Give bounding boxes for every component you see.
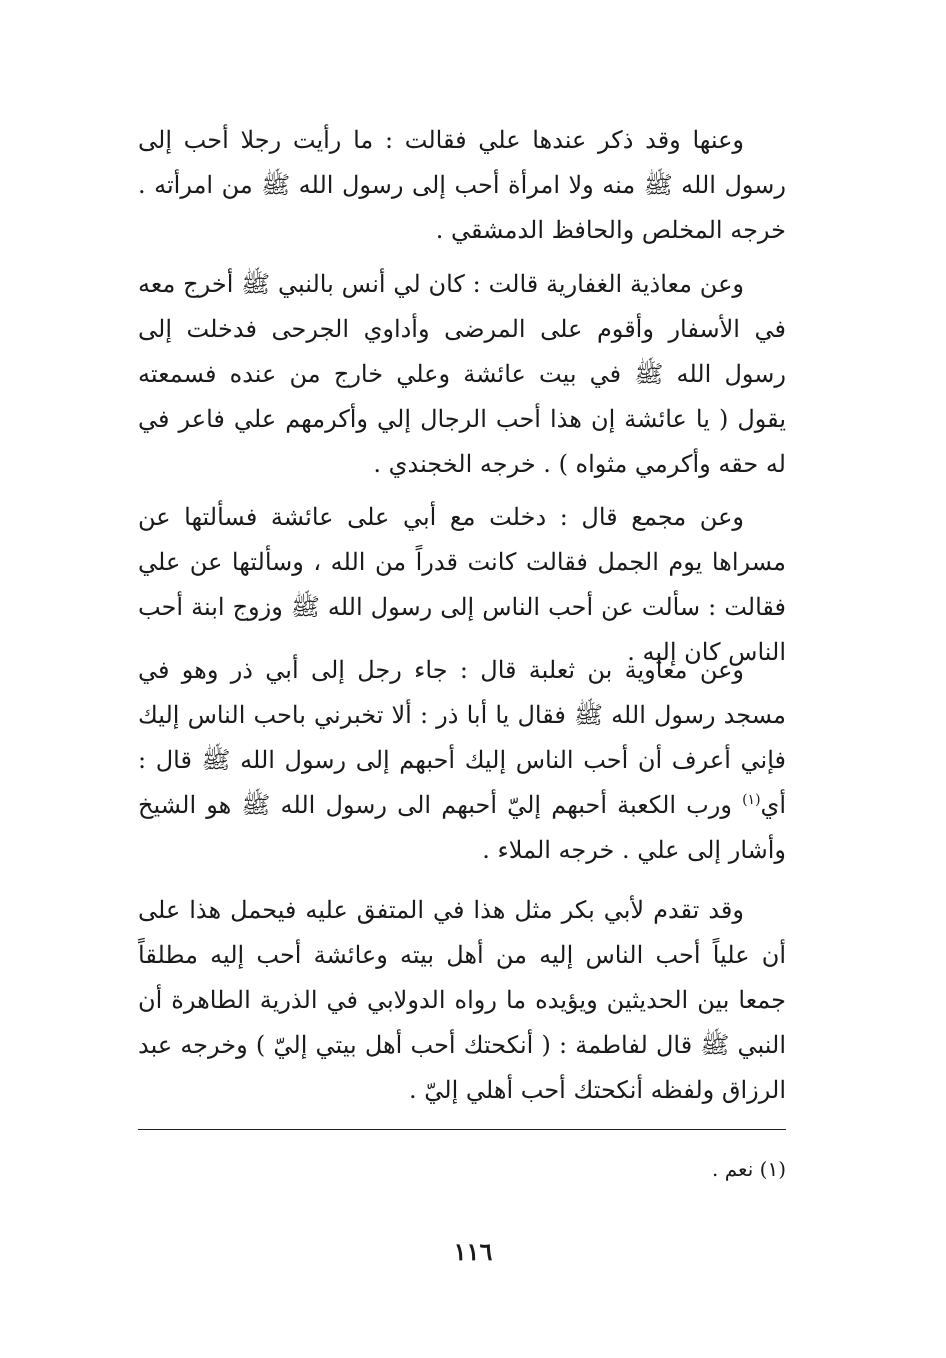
paragraph-4-text-after: ورب الكعبة أحبهم إليّ أحبهم الى رسول الله ﷺ هو الشيخ وأشار إلى علي . خرجه الملاء . <box>138 791 786 864</box>
footnote-marker[interactable]: (١) <box>742 792 761 808</box>
footnote-divider <box>138 1129 786 1130</box>
paragraph-4-text <box>138 648 786 873</box>
paragraph-4-text-before: وعن معاوية بن ثعلبة قال : جاء رجل إلى أبي ذر وهو في مسجد رسول الله ﷺ فقال يا أبا ذر : ألا تخبرني باحب الناس إليك فإني أعرف أن أحب الناس إليك أحبهم إلى رسول الله ﷺ قال : أي <box>138 656 786 819</box>
paragraph-5-text: وقد تقدم لأبي بكر مثل هذا في المتفق عليه فيحمل هذا على أن علياً أحب الناس إليه من أهل بيته وعائشة أحب إليه مطلقاً جمعا بين الحديثين ويؤيده ما رواه الدولابي في الذرية الطاهرة أن النبي ﷺ قال لفاطمة : ( أنكحتك أحب أهل بيتي إليّ ) وخرجه عبد الرزاق ولفظه أنكحتك أحب أهلي إليّ . <box>138 896 786 1104</box>
paragraph-5 <box>138 888 786 1113</box>
paragraph-1-text: وعنها وقد ذكر عندها علي فقالت : ما رأيت رجلا أحب إلى رسول الله ﷺ منه ولا امرأة أحب إلى رسول الله ﷺ من امرأته . خرجه المخلص والحافظ الدمشقي . <box>138 126 786 244</box>
page-number: ١١٦ <box>453 1237 493 1266</box>
paragraph-4 <box>138 648 786 873</box>
footnote: (١) نعم . <box>712 1157 786 1181</box>
paragraph-3-text: وعن مجمع قال : دخلت مع أبي على عائشة فسألتها عن مسراها يوم الجمل فقالت كانت قدراً من الله ، وسألتها عن علي فقالت : سألت عن أحب الناس إلى رسول الله ﷺ وزوج ابنة أحب الناس كان إليه . <box>138 503 786 666</box>
paragraph-2 <box>138 262 786 487</box>
paragraph-2-text: وعن معاذية الغفارية قالت : كان لي أنس بالنبي ﷺ أخرج معه في الأسفار وأقوم على المرضى وأداوي الجرحى فدخلت إلى رسول الله ﷺ في بيت عائشة وعلي خارج من عنده فسمعته يقول ( يا عائشة إن هذا أحب الرجال إلي وأكرمهم علي فاعر في له حقه وأكرمي مثواه ) . خرجه الخجندي . <box>138 270 786 478</box>
paragraph-1 <box>138 118 786 253</box>
